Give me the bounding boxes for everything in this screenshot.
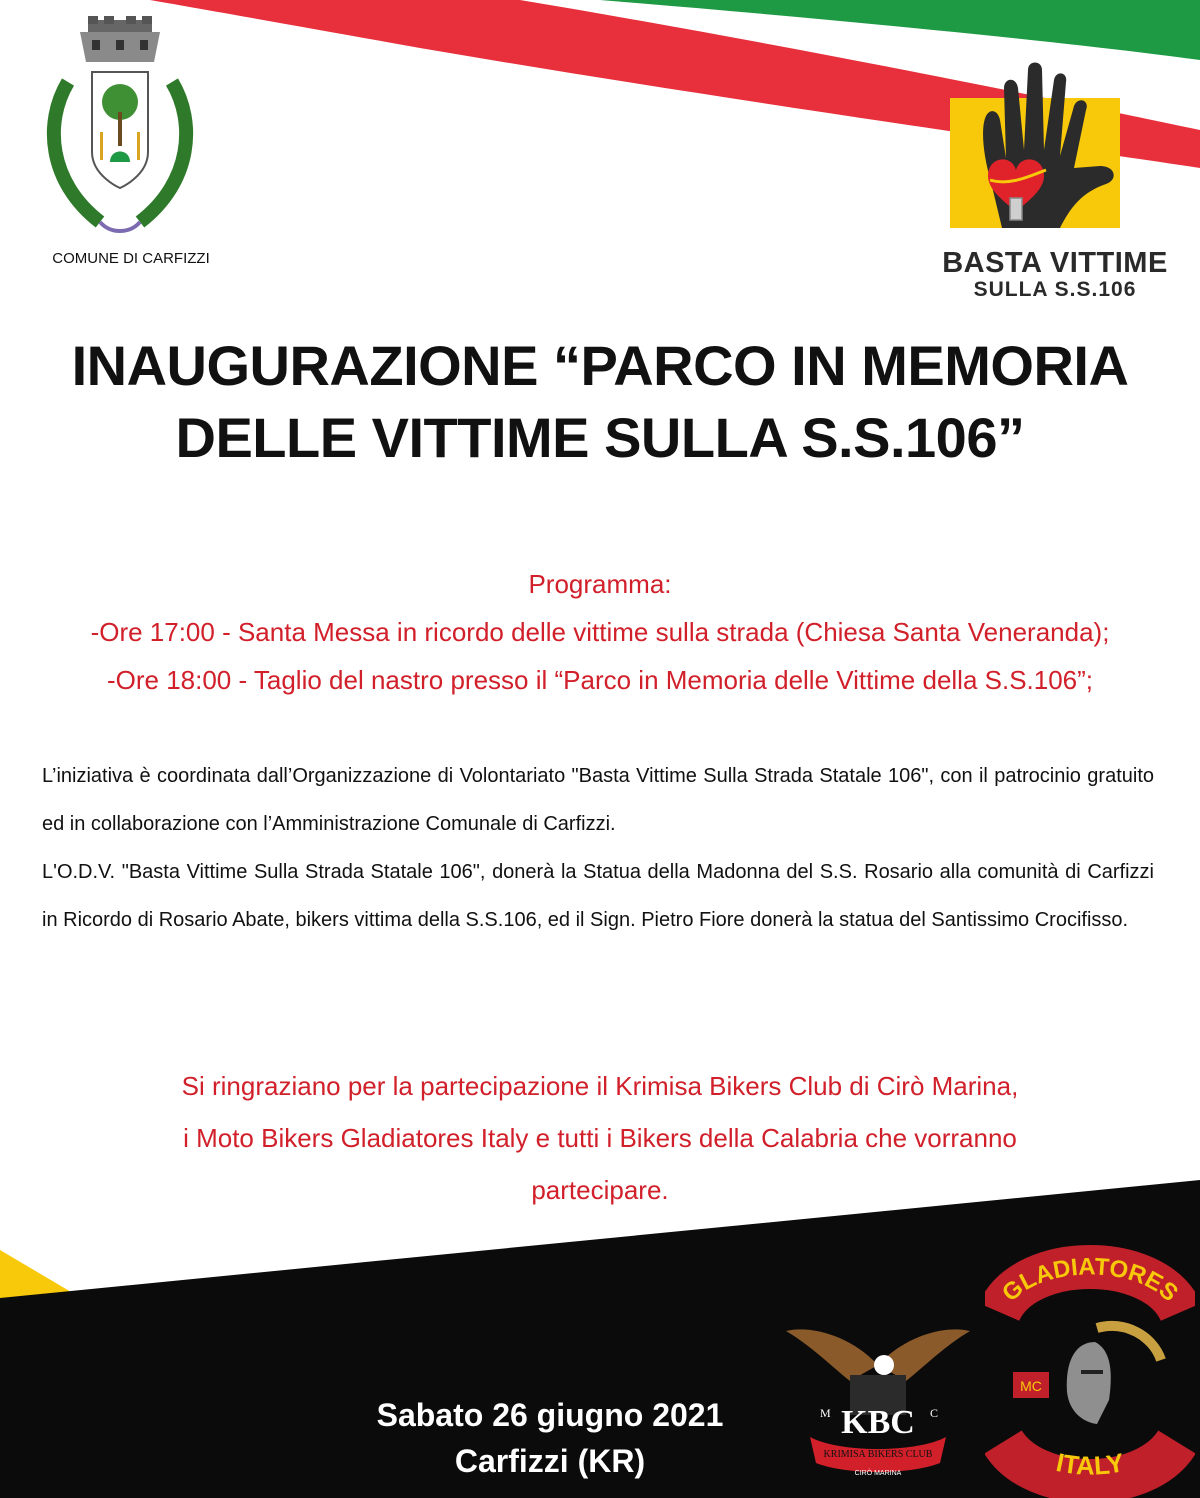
- basta-vittime-logo: [950, 58, 1130, 246]
- body-text: [42, 752, 1154, 944]
- carfizzi-coat-of-arms: [40, 12, 200, 244]
- programma-section: [0, 560, 1200, 704]
- programma-item: -Ore 18:00 - Taglio del nastro presso il “Parco in Memoria delle Vittime della S.S.106”;: [106, 665, 1094, 695]
- title-line-1: INAUGURAZIONE “PARCO IN MEMORIA: [71, 334, 1129, 397]
- kbc-logo: [780, 1305, 976, 1495]
- body-paragraph-2: L'O.D.V. "Basta Vittime Sulla Strada Statale 106", donerà la Statua della Madonna del S.S. Rosario alla comunità di Carfizzi in Ricordo di Rosario Abate, bikers vittima della S.S.106, ed il Sign. Pietro Fiore donerà la statua del Santissimo Crocifisso.: [42, 861, 1154, 931]
- title-line-2: DELLE VITTIME SULLA S.S.106”: [175, 406, 1025, 469]
- kbc-banner: KRIMISA BIKERS CLUB: [823, 1449, 933, 1460]
- basta-logo-subtitle: SULLA S.S.106: [973, 278, 1137, 301]
- page-title: [0, 330, 1200, 474]
- kbc-letters: KBC: [841, 1404, 915, 1441]
- programma-heading: Programma:: [528, 569, 672, 599]
- kbc-m: M: [820, 1406, 831, 1420]
- event-date: Sabato 26 giugno 2021: [376, 1397, 724, 1433]
- thanks-line-1: Si ringraziano per la partecipazione il Krimisa Bikers Club di Cirò Marina,: [181, 1071, 1019, 1101]
- comune-label: COMUNE DI CARFIZZI: [52, 250, 210, 267]
- kbc-c: C: [930, 1406, 939, 1420]
- spartan-helmet-icon: [1067, 1326, 1161, 1424]
- gladiatores-top-text: GLADIATORES: [997, 1253, 1184, 1308]
- gladiatores-mc: MC: [1020, 1378, 1042, 1394]
- event-place: Carfizzi (KR): [454, 1443, 646, 1479]
- thanks-line-2: i Moto Bikers Gladiatores Italy e tutti i Bikers della Calabria che vorranno: [183, 1123, 1017, 1153]
- programma-item: -Ore 17:00 - Santa Messa in ricordo delle vittime sulla strada (Chiesa Santa Veneranda);: [90, 617, 1110, 647]
- body-paragraph-1: L’iniziativa è coordinata dall’Organizzazione di Volontariato "Basta Vittime Sulla Strada Statale 106", con il patrocinio gratuito ed in collaborazione con l’Amministrazione Comunale di Carfizzi.: [42, 765, 1154, 835]
- thanks-line-3: partecipare.: [531, 1175, 669, 1205]
- gladiatores-logo: [985, 1232, 1195, 1498]
- gladiatores-bottom-text: ITALY: [1053, 1447, 1127, 1481]
- basta-logo-title: BASTA VITTIME: [942, 247, 1168, 279]
- event-date-place: [300, 1392, 800, 1484]
- kbc-sub: CIRÒ MARINA: [854, 1470, 902, 1477]
